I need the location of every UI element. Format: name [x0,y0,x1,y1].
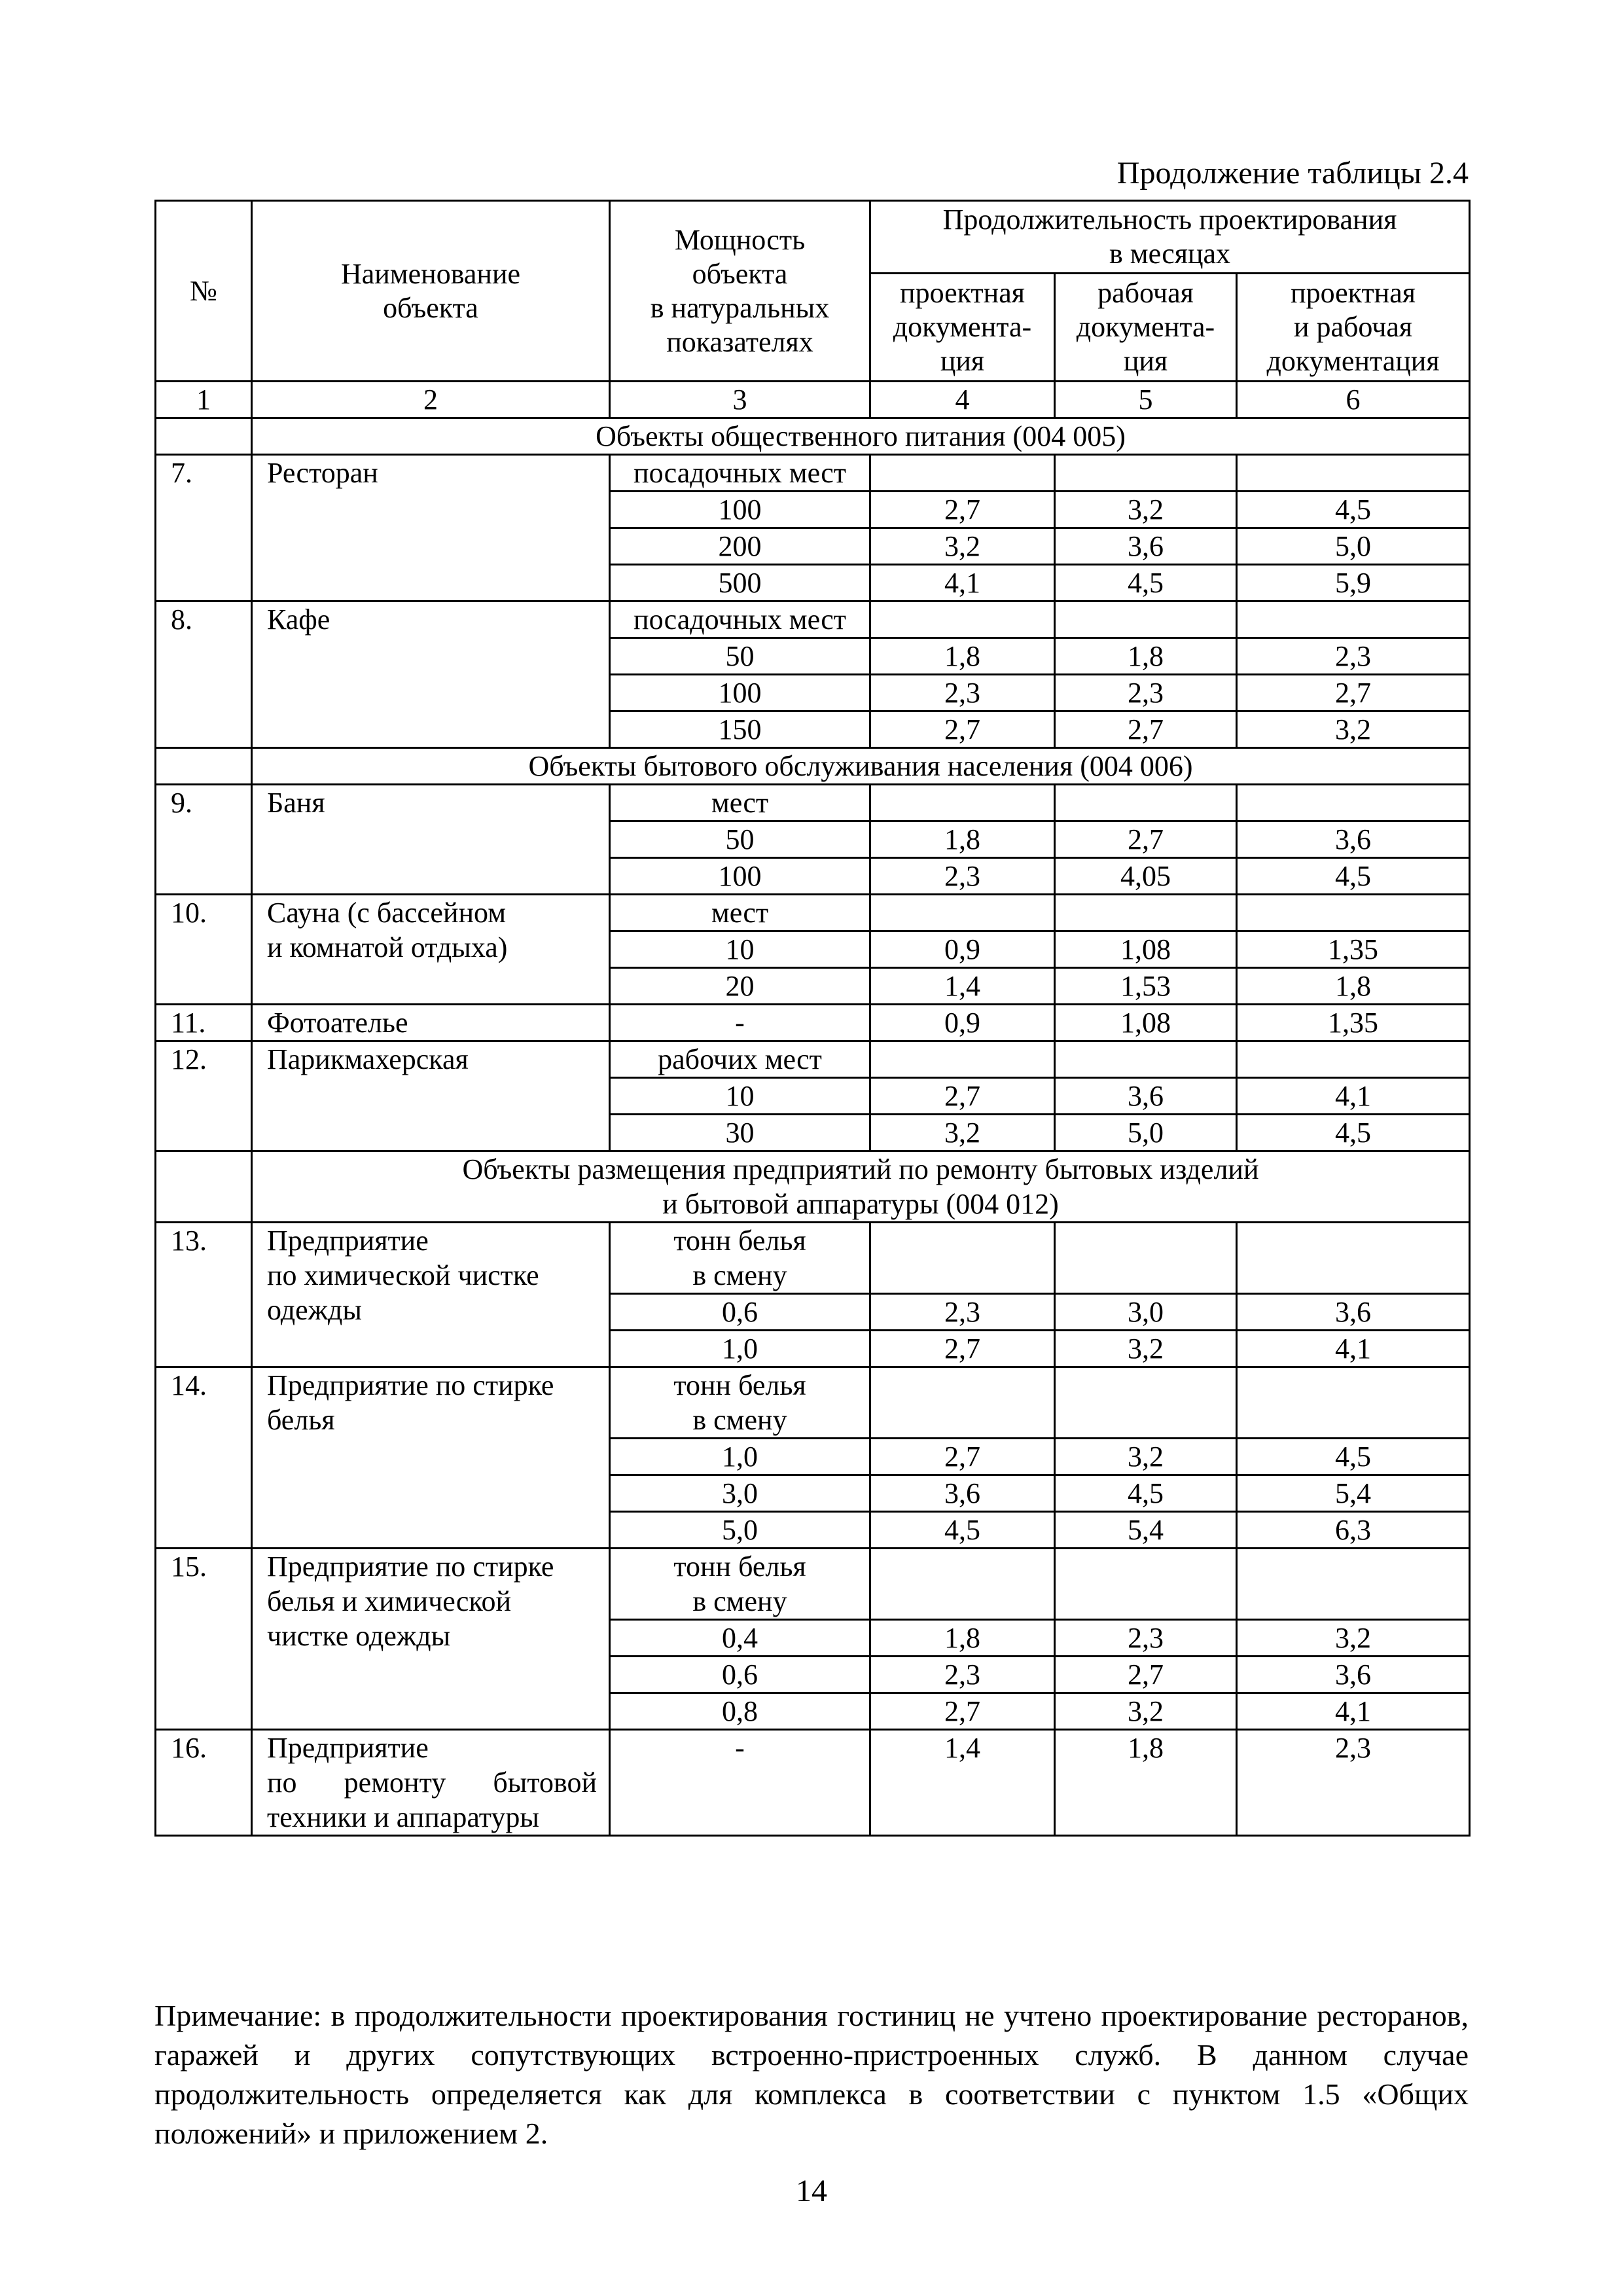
item-number: 13. [156,1223,252,1367]
value-cell: - [610,1005,870,1041]
value-cell: 3,2 [1055,1439,1237,1475]
header-number: № [156,201,252,382]
item-number: 11. [156,1005,252,1041]
empty-cell [1055,895,1237,931]
value-cell: 10 [610,1078,870,1115]
section-title: Объекты размещения предприятий по ремонту бытовых изделий и бытовой аппаратуры (004 012) [252,1151,1470,1223]
value-cell: 1,35 [1237,931,1470,968]
value-cell: 50 [610,638,870,675]
header-duration: Продолжительность проектирования в месяцах [870,201,1470,274]
value-cell: 4,5 [1237,1115,1470,1151]
value-cell: 3,2 [870,1115,1055,1151]
footnote: Примечание: в продолжительности проектирования гостиниц не учтено проектирование ресторанов, гаражей и других сопутствующих встроенно-пристроенных служб. В данном случае продолжительность определяется как для комплекса в соответствии с пунктом 1.5 «Общих положений» и приложением 2. [154,1999,1469,2150]
item-number: 16. [156,1730,252,1836]
value-cell: 5,0 [1055,1115,1237,1151]
empty-cell [1055,1223,1237,1294]
table-header [156,201,1470,418]
value-cell: 5,4 [1237,1475,1470,1512]
value-cell: 3,6 [1237,1657,1470,1693]
header-capacity: Мощность объекта в натуральных показателях [610,201,870,382]
unit-cell: мест [610,785,870,821]
column-numbers-row [156,382,1470,418]
value-cell: 10 [610,931,870,968]
design-duration-table [154,200,1471,1837]
value-cell: 5,0 [1237,528,1470,565]
value-cell: 0,6 [610,1294,870,1331]
value-cell: 30 [610,1115,870,1151]
unit-cell: мест [610,895,870,931]
table-caption: Продолжение таблицы 2.4 [1116,156,1469,190]
unit-cell: тонн белья в смену [610,1549,870,1620]
empty-cell [1237,1549,1470,1620]
empty-cell [870,895,1055,931]
header-working-doc: рабочая документа- ция [1055,274,1237,382]
value-cell: 2,7 [870,1331,1055,1367]
table-row [156,895,1470,931]
value-cell: 150 [610,711,870,748]
header-name: Наименование объекта [252,201,610,382]
column-number: 2 [252,382,610,418]
item-number: 8. [156,601,252,748]
empty-cell [1237,601,1470,638]
value-cell: 3,2 [1055,1693,1237,1730]
empty-cell [1237,1041,1470,1078]
value-cell: 4,5 [870,1512,1055,1549]
item-name: Кафе [252,601,610,748]
item-name: Сауна (с бассейном и комнатой отдыха) [252,895,610,1005]
table-row [156,601,1470,638]
value-cell: 2,3 [870,858,1055,895]
unit-cell: посадочных мест [610,455,870,492]
empty-cell [870,1041,1055,1078]
table-row [156,1005,1470,1041]
section-row [156,1151,1470,1223]
value-cell: 3,2 [1055,1331,1237,1367]
item-number: 9. [156,785,252,895]
value-cell: 2,3 [870,1657,1055,1693]
value-cell: 2,3 [1237,1730,1470,1836]
value-cell: 5,9 [1237,565,1470,601]
value-cell: 1,0 [610,1331,870,1367]
unit-cell: посадочных мест [610,601,870,638]
header-design-doc: проектная документа- ция [870,274,1055,382]
section-empty-cell [156,748,252,785]
value-cell: 1,8 [870,638,1055,675]
empty-cell [870,601,1055,638]
value-cell: 2,7 [870,1693,1055,1730]
value-cell: 3,2 [1237,1620,1470,1657]
unit-cell: тонн белья в смену [610,1367,870,1439]
section-title: Объекты бытового обслуживания населения (004 006) [252,748,1470,785]
value-cell: 1,0 [610,1439,870,1475]
value-cell: 1,8 [1055,1730,1237,1836]
value-cell: 2,7 [1237,675,1470,711]
value-cell: 4,5 [1237,1439,1470,1475]
value-cell: 2,7 [870,711,1055,748]
empty-cell [1055,1549,1237,1620]
table-row [156,1041,1470,1078]
value-cell: 3,0 [1055,1294,1237,1331]
value-cell: 1,4 [870,968,1055,1005]
item-name: Ресторан [252,455,610,601]
table-body [156,418,1470,1836]
section-title: Объекты общественного питания (004 005) [252,418,1470,455]
value-cell: - [610,1730,870,1836]
value-cell: 5,0 [610,1512,870,1549]
value-cell: 0,6 [610,1657,870,1693]
value-cell: 3,6 [1055,1078,1237,1115]
value-cell: 6,3 [1237,1512,1470,1549]
value-cell: 3,0 [610,1475,870,1512]
value-cell: 3,2 [1055,492,1237,528]
value-cell: 0,8 [610,1693,870,1730]
value-cell: 2,7 [1055,711,1237,748]
value-cell: 3,6 [1055,528,1237,565]
value-cell: 2,3 [870,1294,1055,1331]
table-row [156,1223,1470,1294]
table-row [156,1730,1470,1836]
empty-cell [1055,1041,1237,1078]
empty-cell [870,1549,1055,1620]
value-cell: 5,4 [1055,1512,1237,1549]
value-cell: 1,8 [1237,968,1470,1005]
value-cell: 3,6 [870,1475,1055,1512]
header-both-doc: проектная и рабочая документация [1237,274,1470,382]
empty-cell [1237,1223,1470,1294]
table-row [156,1367,1470,1439]
value-cell: 1,08 [1055,1005,1237,1041]
table-row [156,785,1470,821]
value-cell: 4,1 [1237,1078,1470,1115]
value-cell: 100 [610,858,870,895]
value-cell: 3,6 [1237,821,1470,858]
empty-cell [870,1223,1055,1294]
section-empty-cell [156,418,252,455]
empty-cell [870,455,1055,492]
empty-cell [1237,455,1470,492]
value-cell: 2,7 [1055,1657,1237,1693]
empty-cell [1055,601,1237,638]
value-cell: 1,8 [870,821,1055,858]
value-cell: 100 [610,675,870,711]
value-cell: 4,1 [1237,1693,1470,1730]
column-number: 1 [156,382,252,418]
table-row [156,1549,1470,1620]
empty-cell [1237,895,1470,931]
value-cell: 4,05 [1055,858,1237,895]
item-number: 15. [156,1549,252,1730]
value-cell: 2,7 [870,1078,1055,1115]
item-name: Предприятие по стирке белья [252,1367,610,1549]
value-cell: 2,7 [870,1439,1055,1475]
value-cell: 4,5 [1237,492,1470,528]
value-cell: 0,4 [610,1620,870,1657]
unit-cell: тонн белья в смену [610,1223,870,1294]
value-cell: 200 [610,528,870,565]
value-cell: 0,9 [870,931,1055,968]
item-number: 14. [156,1367,252,1549]
empty-cell [1237,1367,1470,1439]
value-cell: 3,2 [1237,711,1470,748]
empty-cell [1055,455,1237,492]
column-number: 6 [1237,382,1470,418]
value-cell: 4,1 [1237,1331,1470,1367]
item-name: Предприятие по стирке белья и химической чистке одежды [252,1549,610,1730]
empty-cell [1055,785,1237,821]
value-cell: 20 [610,968,870,1005]
unit-cell: рабочих мест [610,1041,870,1078]
section-row [156,418,1470,455]
column-number: 5 [1055,382,1237,418]
value-cell: 4,1 [870,565,1055,601]
empty-cell [870,785,1055,821]
value-cell: 4,5 [1237,858,1470,895]
value-cell: 2,7 [1055,821,1237,858]
item-name: Парикмахерская [252,1041,610,1151]
value-cell: 2,3 [1237,638,1470,675]
value-cell: 3,6 [1237,1294,1470,1331]
column-number: 4 [870,382,1055,418]
value-cell: 0,9 [870,1005,1055,1041]
column-number: 3 [610,382,870,418]
value-cell: 1,8 [870,1620,1055,1657]
item-number: 10. [156,895,252,1005]
value-cell: 1,8 [1055,638,1237,675]
item-number: 7. [156,455,252,601]
empty-cell [1055,1367,1237,1439]
value-cell: 500 [610,565,870,601]
empty-cell [870,1367,1055,1439]
value-cell: 2,3 [1055,675,1237,711]
value-cell: 50 [610,821,870,858]
value-cell: 1,35 [1237,1005,1470,1041]
value-cell: 2,7 [870,492,1055,528]
value-cell: 3,2 [870,528,1055,565]
item-name: Предприятие по ремонту бытовой техники и аппаратуры [252,1730,610,1836]
page-number: 14 [796,2174,827,2208]
value-cell: 2,3 [870,675,1055,711]
value-cell: 4,5 [1055,1475,1237,1512]
table-row [156,455,1470,492]
item-number: 12. [156,1041,252,1151]
value-cell: 100 [610,492,870,528]
value-cell: 4,5 [1055,565,1237,601]
value-cell: 1,08 [1055,931,1237,968]
item-name: Предприятие по химической чистке одежды [252,1223,610,1367]
value-cell: 2,3 [1055,1620,1237,1657]
section-row [156,748,1470,785]
item-name: Фотоателье [252,1005,610,1041]
value-cell: 1,4 [870,1730,1055,1836]
value-cell: 1,53 [1055,968,1237,1005]
item-name: Баня [252,785,610,895]
section-empty-cell [156,1151,252,1223]
empty-cell [1237,785,1470,821]
